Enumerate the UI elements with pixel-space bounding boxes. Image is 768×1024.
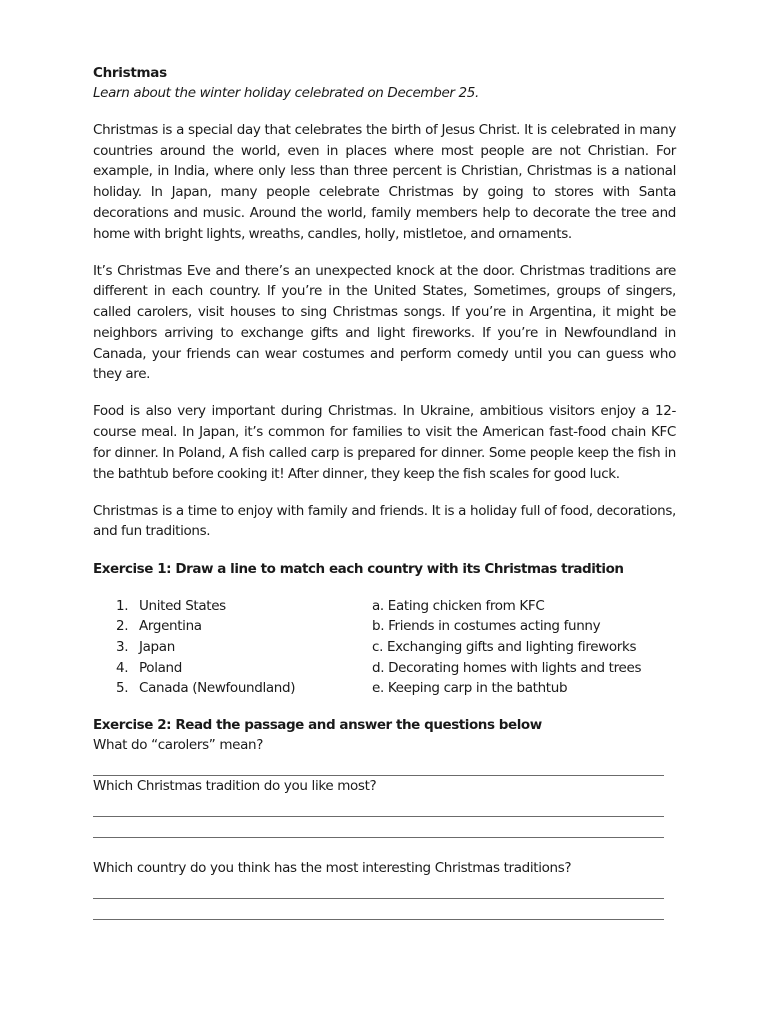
spacer bbox=[93, 838, 676, 859]
answer-line[interactable] bbox=[93, 899, 664, 920]
country-number: 5. bbox=[116, 680, 129, 697]
country-number: 4. bbox=[116, 659, 129, 676]
document-subtitle: Learn about the winter holiday celebrated on December 25. bbox=[93, 85, 479, 101]
match-row bbox=[93, 678, 676, 699]
worksheet-page bbox=[93, 63, 676, 920]
country-number: 3. bbox=[116, 639, 129, 656]
question-1: What do “carolers” mean? bbox=[93, 737, 264, 754]
match-row bbox=[93, 616, 676, 637]
document-title: Christmas bbox=[93, 65, 167, 81]
country-item: Canada (Newfoundland) bbox=[139, 680, 296, 697]
country-number: 2. bbox=[116, 618, 129, 635]
exercise2-heading: Exercise 2: Read the passage and answer the questions below bbox=[93, 717, 542, 734]
country-item: United States bbox=[139, 597, 226, 614]
matching-list bbox=[93, 596, 676, 699]
tradition-item: d. Decorating homes with lights and trees bbox=[372, 659, 642, 676]
country-item: Japan bbox=[139, 639, 175, 656]
country-item: Argentina bbox=[139, 618, 202, 635]
question-3: Which country do you think has the most interesting Christmas traditions? bbox=[93, 860, 572, 877]
match-row bbox=[93, 637, 676, 658]
question-2: Which Christmas tradition do you like most? bbox=[93, 778, 377, 795]
paragraph-conclusion: Christmas is a time to enjoy with family and friends. It is a holiday full of food, decorations, and fun traditions. bbox=[93, 502, 676, 540]
answer-line[interactable] bbox=[93, 817, 664, 838]
paragraph-food: Food is also very important during Christmas. In Ukraine, ambitious visitors enjoy a 12-course meal. In Japan, it’s common for families to visit the American fast-food chain KFC for dinner. In Poland, A fish called carp is prepared for dinner. Some people keep the fish in the bathtub before cooking it! After dinner, they keep the fish scales for good luck. bbox=[93, 403, 676, 482]
paragraph-traditions: It’s Christmas Eve and there’s an unexpected knock at the door. Christmas traditions are different in each country. If you’re in the United States, Sometimes, groups of singers, called carolers, visit houses to sing Christmas songs. If you’re in Argentina, it might be neighbors arriving to exchange gifts and light fireworks. If you’re in Newfoundland in Canada, your friends can wear costumes and perform comedy until you can guess who they are. bbox=[93, 262, 676, 383]
tradition-item: c. Exchanging gifts and lighting fireworks bbox=[372, 639, 637, 656]
answer-line[interactable] bbox=[93, 879, 664, 900]
answer-line[interactable] bbox=[93, 756, 664, 777]
tradition-item: e. Keeping carp in the bathtub bbox=[372, 680, 568, 697]
tradition-item: a. Eating chicken from KFC bbox=[372, 597, 545, 614]
match-row bbox=[93, 596, 676, 617]
tradition-item: b. Friends in costumes acting funny bbox=[372, 618, 601, 635]
paragraph-intro: Christmas is a special day that celebrates the birth of Jesus Christ. It is celebrated in many countries around the world, even in places where most people are not Christian. For example, in India, where only less than three percent is Christian, Christmas is a national holiday. In Japan, many people celebrate Christmas by going to stores with Santa decorations and music. Around the world, family members help to decorate the tree and home with bright lights, wreaths, candles, holly, mistletoe, and ornaments. bbox=[93, 122, 676, 242]
country-number: 1. bbox=[116, 597, 129, 614]
match-row bbox=[93, 658, 676, 679]
country-item: Poland bbox=[139, 659, 182, 676]
exercise1-heading: Exercise 1: Draw a line to match each country with its Christmas tradition bbox=[93, 560, 624, 577]
answer-line[interactable] bbox=[93, 797, 664, 818]
